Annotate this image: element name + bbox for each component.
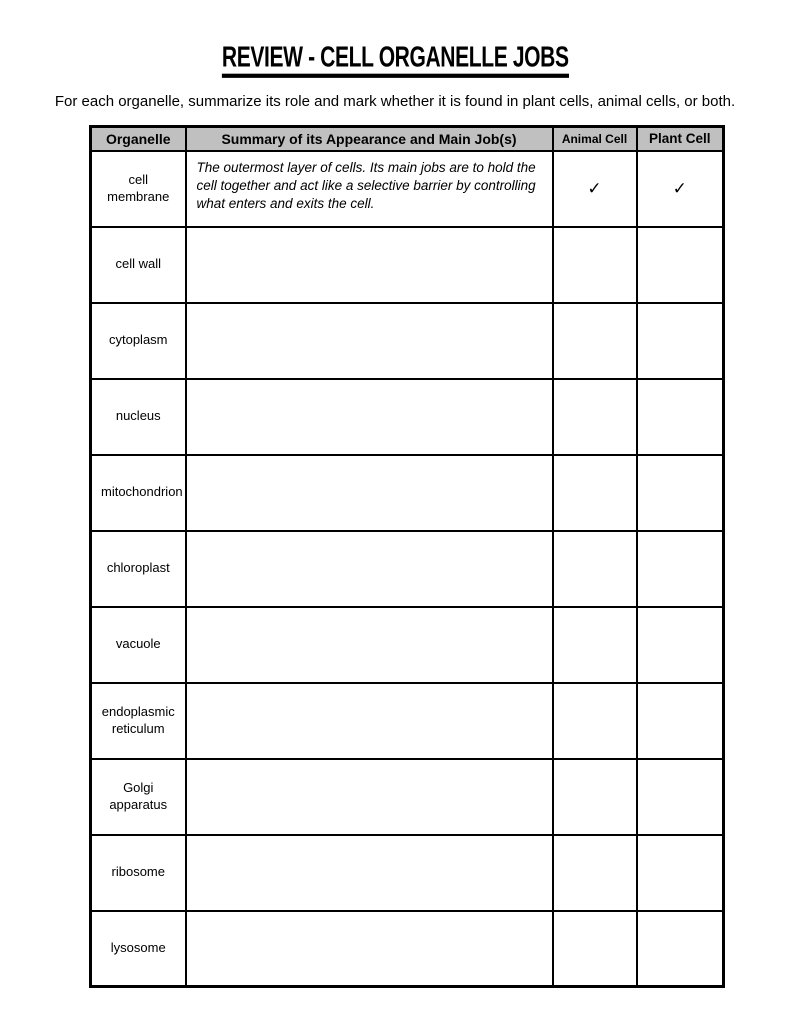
table-row xyxy=(91,683,724,759)
summary-cell xyxy=(186,303,553,379)
summary-cell xyxy=(186,531,553,607)
plant-cell-mark xyxy=(637,835,724,911)
table-row xyxy=(91,303,724,379)
table-row xyxy=(91,911,724,987)
title-wrap xyxy=(0,42,790,77)
table-row xyxy=(91,607,724,683)
header-organelle: Organelle xyxy=(91,127,186,151)
table-row xyxy=(91,455,724,531)
organelle-cell: chloroplast xyxy=(91,531,186,607)
organelle-cell: cell membrane xyxy=(91,151,186,227)
header-summary: Summary of its Appearance and Main Job(s) xyxy=(186,127,553,151)
table-row xyxy=(91,379,724,455)
animal-cell-mark xyxy=(553,759,637,835)
plant-cell-mark xyxy=(637,531,724,607)
summary-cell xyxy=(186,683,553,759)
animal-cell-mark xyxy=(553,455,637,531)
organelle-cell: mitochondrion xyxy=(91,455,186,531)
header-plant-cell: Plant Cell xyxy=(637,127,724,151)
organelle-cell: vacuole xyxy=(91,607,186,683)
plant-cell-mark xyxy=(637,911,724,987)
plant-cell-mark xyxy=(637,759,724,835)
table-header xyxy=(91,127,724,151)
instruction-text: For each organelle, summarize its role and mark whether it is found in plant cells, animal cells, or both. xyxy=(54,93,736,110)
animal-cell-mark xyxy=(553,531,637,607)
organelle-cell: lysosome xyxy=(91,911,186,987)
plant-cell-mark xyxy=(637,455,724,531)
organelle-cell: endoplasmic reticulum xyxy=(91,683,186,759)
header-row xyxy=(91,127,724,151)
summary-cell xyxy=(186,455,553,531)
animal-cell-mark xyxy=(553,835,637,911)
organelle-cell: Golgi apparatus xyxy=(91,759,186,835)
summary-cell xyxy=(186,607,553,683)
table-row xyxy=(91,151,724,227)
organelle-cell: cytoplasm xyxy=(91,303,186,379)
header-animal-cell: Animal Cell xyxy=(553,127,637,151)
animal-cell-mark xyxy=(553,683,637,759)
summary-cell: The outermost layer of cells. Its main jobs are to hold the cell together and act like a selective barrier by controlling what enters and exits the cell. xyxy=(186,151,553,227)
plant-cell-mark xyxy=(637,379,724,455)
summary-cell xyxy=(186,835,553,911)
plant-cell-mark xyxy=(637,683,724,759)
animal-cell-mark xyxy=(553,303,637,379)
organelle-cell: ribosome xyxy=(91,835,186,911)
table-row xyxy=(91,531,724,607)
summary-cell xyxy=(186,379,553,455)
summary-cell xyxy=(186,759,553,835)
animal-cell-mark xyxy=(553,607,637,683)
page-title: REVIEW - CELL ORGANELLE JOBS xyxy=(222,41,569,78)
organelle-cell: cell wall xyxy=(91,227,186,303)
table-row xyxy=(91,759,724,835)
summary-cell xyxy=(186,911,553,987)
plant-cell-mark xyxy=(637,607,724,683)
animal-cell-mark xyxy=(553,379,637,455)
plant-cell-mark xyxy=(637,303,724,379)
organelle-table xyxy=(89,125,725,988)
table-row xyxy=(91,835,724,911)
table-body xyxy=(91,151,724,987)
table-row xyxy=(91,227,724,303)
plant-cell-mark: ✓ xyxy=(637,151,724,227)
animal-cell-mark xyxy=(553,227,637,303)
organelle-cell: nucleus xyxy=(91,379,186,455)
animal-cell-mark: ✓ xyxy=(553,151,637,227)
animal-cell-mark xyxy=(553,911,637,987)
plant-cell-mark xyxy=(637,227,724,303)
summary-cell xyxy=(186,227,553,303)
